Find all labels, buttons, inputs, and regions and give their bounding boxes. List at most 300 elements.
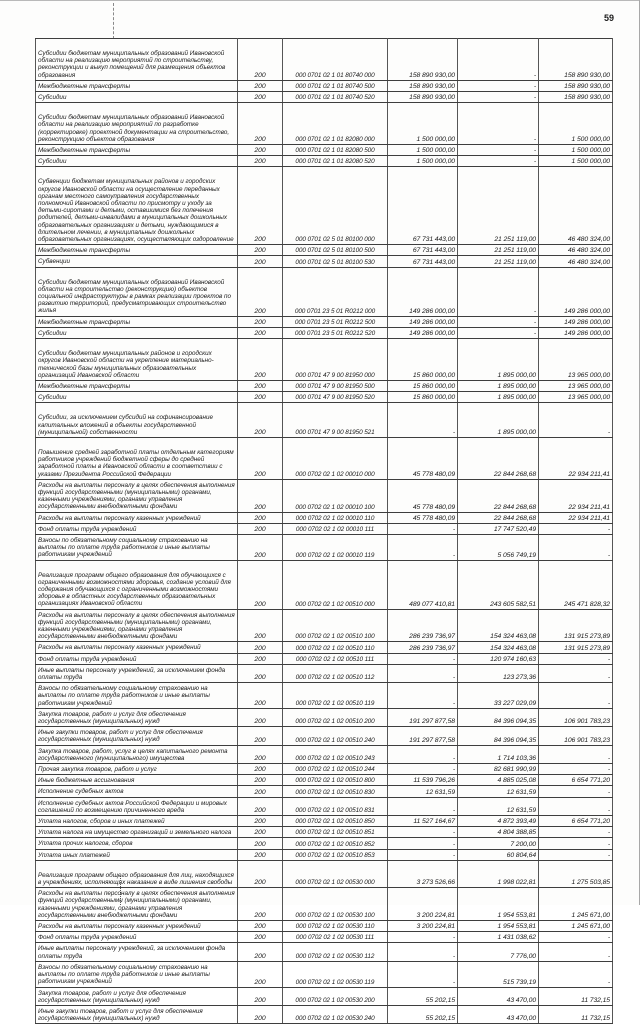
- amount3-cell: -: [539, 838, 613, 849]
- amount1-cell: 3 200 224,81: [388, 888, 458, 921]
- amount1-cell: -: [388, 764, 458, 775]
- amount2-cell: 1 895 000,00: [458, 392, 539, 403]
- code-cell: 000 0702 02 1 02 00510 831: [283, 797, 388, 815]
- amount3-cell: -: [539, 664, 613, 682]
- measure-cell: 200: [238, 786, 283, 797]
- amount3-cell: -: [539, 932, 613, 943]
- amount1-cell: 15 860 000,00: [388, 380, 458, 391]
- measure-cell: 200: [238, 39, 283, 81]
- amount2-cell: 22 844 268,68: [458, 437, 539, 479]
- code-cell: 000 0701 23 5 01 R0212 500: [283, 316, 388, 327]
- code-cell: 000 0702 02 1 02 00530 111: [283, 932, 388, 943]
- amount2-cell: 84 396 094,35: [458, 727, 539, 745]
- amount2-cell: 17 747 520,49: [458, 523, 539, 534]
- table-row: [36, 860, 613, 887]
- code-cell: 000 0702 02 1 02 00010 119: [283, 534, 388, 560]
- amount3-cell: 22 934 211,41: [539, 512, 613, 523]
- amount2-cell: 4 885 025,08: [458, 775, 539, 786]
- row-name-cell: Уплата прочих налогов, сборов: [36, 838, 238, 849]
- code-cell: 000 0702 02 1 02 00510 850: [283, 816, 388, 827]
- row-name-cell: Исполнение судебных актов: [36, 786, 238, 797]
- row-name-cell: Фонд оплаты труда учреждений: [36, 653, 238, 664]
- amount1-cell: 158 890 930,00: [388, 92, 458, 103]
- row-name-cell: Фонд оплаты труда учреждений: [36, 932, 238, 943]
- code-cell: 000 0702 02 1 02 00510 119: [283, 683, 388, 709]
- table-row: [36, 943, 613, 961]
- measure-cell: 200: [238, 664, 283, 682]
- measure-cell: 200: [238, 764, 283, 775]
- amount2-cell: 1 895 000,00: [458, 403, 539, 438]
- row-name-cell: Расходы на выплаты персоналу в целях обеспечения выполнения функций государственными (муниципальными) органами, казенными учреждениями, органами управления государственными внебюджетными фондами: [36, 888, 238, 921]
- measure-cell: 200: [238, 437, 283, 479]
- amount1-cell: 286 239 736,97: [388, 642, 458, 653]
- row-name-cell: Повышение средней заработной платы отдельным категориям работников учреждений бюджетной сферы до средней заработной платы в Ивановской области в соответствии с указами Президента Российской Федерации: [36, 437, 238, 479]
- code-cell: 000 0702 02 1 02 00530 112: [283, 943, 388, 961]
- measure-cell: 200: [238, 167, 283, 245]
- amount3-cell: 6 654 771,20: [539, 775, 613, 786]
- amount2-cell: 154 324 463,08: [458, 642, 539, 653]
- code-cell: 000 0702 02 1 02 00510 851: [283, 827, 388, 838]
- measure-cell: 200: [238, 727, 283, 745]
- table-row: [36, 103, 613, 145]
- code-cell: 000 0702 02 1 02 00510 244: [283, 764, 388, 775]
- amount3-cell: 22 934 211,41: [539, 479, 613, 512]
- amount2-cell: -: [458, 103, 539, 145]
- row-name-cell: Прочая закупка товаров, работ и услуг: [36, 764, 238, 775]
- code-cell: 000 0701 02 5 01 80100 530: [283, 256, 388, 267]
- amount3-cell: -: [539, 403, 613, 438]
- table-row: [36, 380, 613, 391]
- amount3-cell: 1 245 671,00: [539, 888, 613, 921]
- row-name-cell: Субсидии: [36, 156, 238, 167]
- amount2-cell: 1 895 000,00: [458, 339, 539, 381]
- amount2-cell: -: [458, 92, 539, 103]
- code-cell: 000 0702 02 1 02 00510 240: [283, 727, 388, 745]
- row-name-cell: Субсидии: [36, 392, 238, 403]
- measure-cell: 200: [238, 339, 283, 381]
- measure-cell: 200: [238, 943, 283, 961]
- table-row: [36, 961, 613, 987]
- amount3-cell: 149 286 000,00: [539, 316, 613, 327]
- code-cell: 000 0702 02 1 02 00530 240: [283, 1005, 388, 1023]
- code-cell: 000 0701 47 9 00 81950 520: [283, 392, 388, 403]
- amount3-cell: -: [539, 683, 613, 709]
- budget-expenditure-table: [35, 38, 613, 1024]
- table-row: [36, 39, 613, 81]
- table-row: [36, 888, 613, 921]
- amount1-cell: 191 297 877,58: [388, 727, 458, 745]
- amount3-cell: 245 471 828,32: [539, 560, 613, 609]
- row-name-cell: Межбюджетные трансферты: [36, 145, 238, 156]
- code-cell: 000 0702 02 1 02 00010 110: [283, 512, 388, 523]
- table-row: [36, 827, 613, 838]
- row-name-cell: Субсидии бюджетам муниципальных образований Ивановской области на строительство (реконструкцию) объектов социальной инфраструктуры в рамках реализации проектов по развитию территорий, предусматривающих строительство жилья: [36, 267, 238, 316]
- row-name-cell: Субсидии бюджетам муниципальных образований Ивановской области на реализацию мероприятий по строительству, реконструкции и выкуп помещений для размещения объектов образования: [36, 39, 238, 81]
- amount2-cell: -: [458, 39, 539, 81]
- code-cell: 000 0702 02 1 02 00530 110: [283, 921, 388, 932]
- measure-cell: 200: [238, 961, 283, 987]
- amount2-cell: -: [458, 80, 539, 91]
- amount2-cell: 243 605 582,51: [458, 560, 539, 609]
- amount2-cell: 7 200,00: [458, 838, 539, 849]
- amount2-cell: -: [458, 145, 539, 156]
- measure-cell: 200: [238, 92, 283, 103]
- measure-cell: 200: [238, 403, 283, 438]
- row-name-cell: Субсидии бюджетам муниципальных образований Ивановской области на реализацию мероприятий по разработке (корректировке) проектной документации на строительство, реконструкцию объектов образования: [36, 103, 238, 145]
- table-row: [36, 392, 613, 403]
- row-name-cell: Субсидии, за исключением субсидий на софинансирование капитальных вложений в объекты государственной (муниципальной) собственности: [36, 403, 238, 438]
- amount3-cell: 106 901 783,23: [539, 708, 613, 726]
- amount3-cell: -: [539, 943, 613, 961]
- amount2-cell: 120 974 160,63: [458, 653, 539, 664]
- table-row: [36, 683, 613, 709]
- amount3-cell: 1 500 000,00: [539, 145, 613, 156]
- table-row: [36, 403, 613, 438]
- amount1-cell: -: [388, 664, 458, 682]
- row-name-cell: Расходы на выплаты персоналу казенных учреждений: [36, 921, 238, 932]
- row-name-cell: Взносы по обязательному социальному страхованию на выплаты по оплате труда работников и иные выплаты работникам учреждений: [36, 683, 238, 709]
- measure-cell: 200: [238, 1005, 283, 1023]
- amount2-cell: 43 470,00: [458, 987, 539, 1005]
- code-cell: 000 0702 02 1 02 00530 000: [283, 860, 388, 887]
- row-name-cell: Закупка товаров, работ и услуг для обеспечения государственных (муниципальных) нужд: [36, 708, 238, 726]
- amount1-cell: 11 539 796,26: [388, 775, 458, 786]
- measure-cell: 200: [238, 534, 283, 560]
- amount3-cell: 149 286 000,00: [539, 267, 613, 316]
- amount1-cell: 149 286 000,00: [388, 267, 458, 316]
- amount1-cell: 489 077 410,81: [388, 560, 458, 609]
- table-row: [36, 642, 613, 653]
- amount1-cell: 12 631,59: [388, 786, 458, 797]
- amount1-cell: 158 890 930,00: [388, 39, 458, 81]
- code-cell: 000 0702 02 1 02 00510 243: [283, 745, 388, 763]
- table-row: [36, 156, 613, 167]
- amount3-cell: -: [539, 523, 613, 534]
- row-name-cell: Субвенции бюджетам муниципальных районов и городских округов Ивановской области на осуществление переданных органам местного самоуправления государственных полномочий Ивановской области по присмотру и уходу за детьми-сиротами и детьми, оставшимися без попечения родителей, детьми-инвалидами в муниципальных дошкольных образовательных организациях и детьми, нуждающимися в длительном лечении, в муниципальных дошкольных образовательных организациях, осуществляющих оздоровление: [36, 167, 238, 245]
- amount3-cell: 46 480 324,00: [539, 167, 613, 245]
- amount3-cell: 158 890 930,00: [539, 92, 613, 103]
- amount1-cell: 15 860 000,00: [388, 392, 458, 403]
- amount1-cell: -: [388, 653, 458, 664]
- amount2-cell: 1 895 000,00: [458, 380, 539, 391]
- code-cell: 000 0701 02 5 01 80100 000: [283, 167, 388, 245]
- measure-cell: 200: [238, 327, 283, 338]
- amount2-cell: 1 998 022,81: [458, 860, 539, 887]
- budget-table-body: [36, 39, 613, 1024]
- code-cell: 000 0702 02 1 02 00530 119: [283, 961, 388, 987]
- amount2-cell: 21 251 119,00: [458, 167, 539, 245]
- amount1-cell: -: [388, 943, 458, 961]
- measure-cell: 200: [238, 987, 283, 1005]
- table-row: [36, 339, 613, 381]
- row-name-cell: Расходы на выплаты персоналу казенных учреждений: [36, 642, 238, 653]
- amount3-cell: -: [539, 797, 613, 815]
- amount3-cell: -: [539, 534, 613, 560]
- amount1-cell: 15 860 000,00: [388, 339, 458, 381]
- amount1-cell: 191 297 877,58: [388, 708, 458, 726]
- code-cell: 000 0701 02 1 01 80740 520: [283, 92, 388, 103]
- amount3-cell: 158 890 930,00: [539, 80, 613, 91]
- amount3-cell: 158 890 930,00: [539, 39, 613, 81]
- measure-cell: 200: [238, 708, 283, 726]
- measure-cell: 200: [238, 479, 283, 512]
- measure-cell: 200: [238, 932, 283, 943]
- code-cell: 000 0702 02 1 02 00510 110: [283, 642, 388, 653]
- table-row: [36, 797, 613, 815]
- amount3-cell: -: [539, 745, 613, 763]
- amount2-cell: 84 396 094,35: [458, 708, 539, 726]
- table-row: [36, 534, 613, 560]
- measure-cell: 200: [238, 103, 283, 145]
- amount1-cell: 286 239 736,97: [388, 609, 458, 642]
- amount2-cell: 515 739,19: [458, 961, 539, 987]
- measure-cell: 200: [238, 267, 283, 316]
- amount2-cell: 123 273,36: [458, 664, 539, 682]
- amount3-cell: 11 732,15: [539, 987, 613, 1005]
- table-row: [36, 437, 613, 479]
- code-cell: 000 0702 02 1 02 00510 853: [283, 849, 388, 860]
- amount3-cell: 13 965 000,00: [539, 339, 613, 381]
- measure-cell: 200: [238, 860, 283, 887]
- code-cell: 000 0701 02 1 01 82080 500: [283, 145, 388, 156]
- amount3-cell: -: [539, 786, 613, 797]
- table-row: [36, 316, 613, 327]
- measure-cell: 200: [238, 609, 283, 642]
- amount1-cell: -: [388, 534, 458, 560]
- table-row: [36, 145, 613, 156]
- table-row: [36, 560, 613, 609]
- code-cell: 000 0701 47 9 00 81950 521: [283, 403, 388, 438]
- measure-cell: 200: [238, 642, 283, 653]
- row-name-cell: Субсидии: [36, 327, 238, 338]
- amount1-cell: -: [388, 838, 458, 849]
- measure-cell: 200: [238, 245, 283, 256]
- amount3-cell: 13 965 000,00: [539, 392, 613, 403]
- amount1-cell: 149 286 000,00: [388, 327, 458, 338]
- measure-cell: 200: [238, 797, 283, 815]
- amount2-cell: 7 776,00: [458, 943, 539, 961]
- amount1-cell: 55 202,15: [388, 1005, 458, 1023]
- table-row: [36, 92, 613, 103]
- amount2-cell: 4 872 393,49: [458, 816, 539, 827]
- row-name-cell: Взносы по обязательному социальному страхованию на выплаты по оплате труда работников и иные выплаты работникам учреждений: [36, 961, 238, 987]
- code-cell: 000 0701 47 9 00 81950 500: [283, 380, 388, 391]
- code-cell: 000 0702 02 1 02 00510 112: [283, 664, 388, 682]
- amount3-cell: 46 480 324,00: [539, 256, 613, 267]
- amount2-cell: 1 714 103,36: [458, 745, 539, 763]
- row-name-cell: Закупка товаров, работ и услуг для обеспечения государственных (муниципальных) нужд: [36, 987, 238, 1005]
- amount1-cell: 149 286 000,00: [388, 316, 458, 327]
- amount2-cell: 1 954 553,81: [458, 921, 539, 932]
- amount3-cell: 6 654 771,20: [539, 816, 613, 827]
- table-row: [36, 932, 613, 943]
- table-row: [36, 764, 613, 775]
- table-row: [36, 245, 613, 256]
- amount2-cell: -: [458, 316, 539, 327]
- row-name-cell: Иные выплаты персоналу учреждений, за исключением фонда оплаты труда: [36, 664, 238, 682]
- scan-fold-mark-top: [113, 3, 114, 39]
- code-cell: 000 0702 02 1 02 00510 852: [283, 838, 388, 849]
- page-number: 59: [603, 13, 614, 23]
- amount3-cell: 1 275 503,85: [539, 860, 613, 887]
- amount1-cell: -: [388, 745, 458, 763]
- amount1-cell: 1 500 000,00: [388, 156, 458, 167]
- row-name-cell: Иные выплаты персоналу учреждений, за исключением фонда оплаты труда: [36, 943, 238, 961]
- table-row: [36, 664, 613, 682]
- amount1-cell: -: [388, 403, 458, 438]
- code-cell: 000 0702 02 1 02 00510 000: [283, 560, 388, 609]
- measure-cell: 200: [238, 653, 283, 664]
- code-cell: 000 0701 23 5 01 R0212 000: [283, 267, 388, 316]
- table-row: [36, 512, 613, 523]
- amount3-cell: 13 965 000,00: [539, 380, 613, 391]
- amount1-cell: -: [388, 932, 458, 943]
- row-name-cell: Субсидии бюджетам муниципальных районов и городских округов Ивановской области на укрепление материально-технической базы муниципальных образовательных организаций Ивановской области: [36, 339, 238, 381]
- amount3-cell: 1 500 000,00: [539, 156, 613, 167]
- amount2-cell: -: [458, 156, 539, 167]
- measure-cell: 200: [238, 523, 283, 534]
- code-cell: 000 0702 02 1 02 00010 100: [283, 479, 388, 512]
- table-row: [36, 849, 613, 860]
- amount3-cell: -: [539, 653, 613, 664]
- table-row: [36, 80, 613, 91]
- amount1-cell: 55 202,15: [388, 987, 458, 1005]
- measure-cell: 200: [238, 849, 283, 860]
- amount2-cell: 82 681 990,99: [458, 764, 539, 775]
- code-cell: 000 0702 02 1 02 00510 200: [283, 708, 388, 726]
- measure-cell: 200: [238, 775, 283, 786]
- table-row: [36, 523, 613, 534]
- amount3-cell: 149 286 000,00: [539, 327, 613, 338]
- amount1-cell: 67 731 443,00: [388, 167, 458, 245]
- amount2-cell: 22 844 268,68: [458, 512, 539, 523]
- measure-cell: 200: [238, 838, 283, 849]
- amount1-cell: 3 273 526,66: [388, 860, 458, 887]
- measure-cell: 200: [238, 256, 283, 267]
- code-cell: 000 0701 02 1 01 82080 520: [283, 156, 388, 167]
- amount1-cell: -: [388, 961, 458, 987]
- measure-cell: 200: [238, 316, 283, 327]
- table-row: [36, 327, 613, 338]
- table-row: [36, 786, 613, 797]
- row-name-cell: Фонд оплаты труда учреждений: [36, 523, 238, 534]
- code-cell: 000 0701 02 1 01 80740 000: [283, 39, 388, 81]
- measure-cell: 200: [238, 745, 283, 763]
- amount1-cell: -: [388, 849, 458, 860]
- measure-cell: 200: [238, 156, 283, 167]
- table-row: [36, 479, 613, 512]
- amount3-cell: -: [539, 764, 613, 775]
- amount1-cell: 45 778 480,09: [388, 512, 458, 523]
- measure-cell: 200: [238, 80, 283, 91]
- amount1-cell: 158 890 930,00: [388, 80, 458, 91]
- amount3-cell: 46 480 324,00: [539, 245, 613, 256]
- table-row: [36, 256, 613, 267]
- amount3-cell: 1 245 671,00: [539, 921, 613, 932]
- amount1-cell: 67 731 443,00: [388, 256, 458, 267]
- row-name-cell: Взносы по обязательному социальному страхованию на выплаты по оплате труда работников и иные выплаты работникам учреждений: [36, 534, 238, 560]
- row-name-cell: Межбюджетные трансферты: [36, 80, 238, 91]
- table-row: [36, 267, 613, 316]
- row-name-cell: Субвенции: [36, 256, 238, 267]
- amount1-cell: 11 527 164,67: [388, 816, 458, 827]
- row-name-cell: Расходы на выплаты персоналу казенных учреждений: [36, 512, 238, 523]
- measure-cell: 200: [238, 380, 283, 391]
- table-row: [36, 1005, 613, 1023]
- amount1-cell: 45 778 480,09: [388, 479, 458, 512]
- amount2-cell: -: [458, 267, 539, 316]
- table-row: [36, 745, 613, 763]
- code-cell: 000 0702 02 1 02 00010 111: [283, 523, 388, 534]
- amount2-cell: -: [458, 327, 539, 338]
- table-row: [36, 987, 613, 1005]
- amount3-cell: 11 732,15: [539, 1005, 613, 1023]
- table-row: [36, 609, 613, 642]
- amount3-cell: 131 915 273,89: [539, 642, 613, 653]
- measure-cell: 200: [238, 512, 283, 523]
- amount2-cell: 22 844 268,68: [458, 479, 539, 512]
- amount1-cell: 1 500 000,00: [388, 145, 458, 156]
- amount1-cell: 3 200 224,81: [388, 921, 458, 932]
- amount2-cell: 21 251 119,00: [458, 245, 539, 256]
- row-name-cell: Уплата налогов, сборов и иных платежей: [36, 816, 238, 827]
- code-cell: 000 0701 23 5 01 R0212 520: [283, 327, 388, 338]
- row-name-cell: Межбюджетные трансферты: [36, 245, 238, 256]
- table-row: [36, 653, 613, 664]
- measure-cell: 200: [238, 827, 283, 838]
- code-cell: 000 0702 02 1 02 00510 830: [283, 786, 388, 797]
- amount1-cell: -: [388, 827, 458, 838]
- row-name-cell: Иные бюджетные ассигнования: [36, 775, 238, 786]
- table-row: [36, 838, 613, 849]
- row-name-cell: Реализация программ общего образования для обучающихся с ограниченными возможностями здоровья, создание условий для содержания обучающихся с ограниченными возможностями здоровья в областных государственных образовательных организациях Ивановской области: [36, 560, 238, 609]
- row-name-cell: Уплата налога на имущество организаций и земельного налога: [36, 827, 238, 838]
- amount2-cell: 4 804 388,85: [458, 827, 539, 838]
- row-name-cell: Реализация программ общего образования для лиц, находящихся в учреждениях, исполняющих наказание в виде лишения свободы: [36, 860, 238, 887]
- amount2-cell: 1 431 038,62: [458, 932, 539, 943]
- code-cell: 000 0701 02 1 01 82080 000: [283, 103, 388, 145]
- table-row: [36, 816, 613, 827]
- amount3-cell: -: [539, 961, 613, 987]
- code-cell: 000 0702 02 1 02 00530 200: [283, 987, 388, 1005]
- table-row: [36, 167, 613, 245]
- code-cell: 000 0702 02 1 02 00010 000: [283, 437, 388, 479]
- amount2-cell: 21 251 119,00: [458, 256, 539, 267]
- row-name-cell: Иные закупки товаров, работ и услуг для обеспечения государственных (муниципальных) нужд: [36, 727, 238, 745]
- code-cell: 000 0702 02 1 02 00510 800: [283, 775, 388, 786]
- table-row: [36, 921, 613, 932]
- amount2-cell: 12 631,59: [458, 797, 539, 815]
- table-row: [36, 775, 613, 786]
- amount1-cell: 1 500 000,00: [388, 103, 458, 145]
- amount2-cell: 43 470,00: [458, 1005, 539, 1023]
- amount2-cell: 60 804,64: [458, 849, 539, 860]
- amount3-cell: 131 915 273,89: [539, 609, 613, 642]
- code-cell: 000 0701 02 1 01 80740 500: [283, 80, 388, 91]
- measure-cell: 200: [238, 560, 283, 609]
- code-cell: 000 0702 02 1 02 00510 111: [283, 653, 388, 664]
- row-name-cell: Расходы на выплаты персоналу в целях обеспечения выполнения функций государственными (муниципальными) органами, казенными учреждениями, органами управления государственными внебюджетными фондами: [36, 479, 238, 512]
- amount3-cell: 22 934 211,41: [539, 437, 613, 479]
- code-cell: 000 0702 02 1 02 00530 100: [283, 888, 388, 921]
- row-name-cell: Иные закупки товаров, работ и услуг для обеспечения государственных (муниципальных) нужд: [36, 1005, 238, 1023]
- amount2-cell: 5 056 749,19: [458, 534, 539, 560]
- amount1-cell: 45 778 480,09: [388, 437, 458, 479]
- measure-cell: 200: [238, 683, 283, 709]
- code-cell: 000 0701 47 9 00 81950 000: [283, 339, 388, 381]
- amount1-cell: 67 731 443,00: [388, 245, 458, 256]
- code-cell: 000 0701 02 5 01 80100 500: [283, 245, 388, 256]
